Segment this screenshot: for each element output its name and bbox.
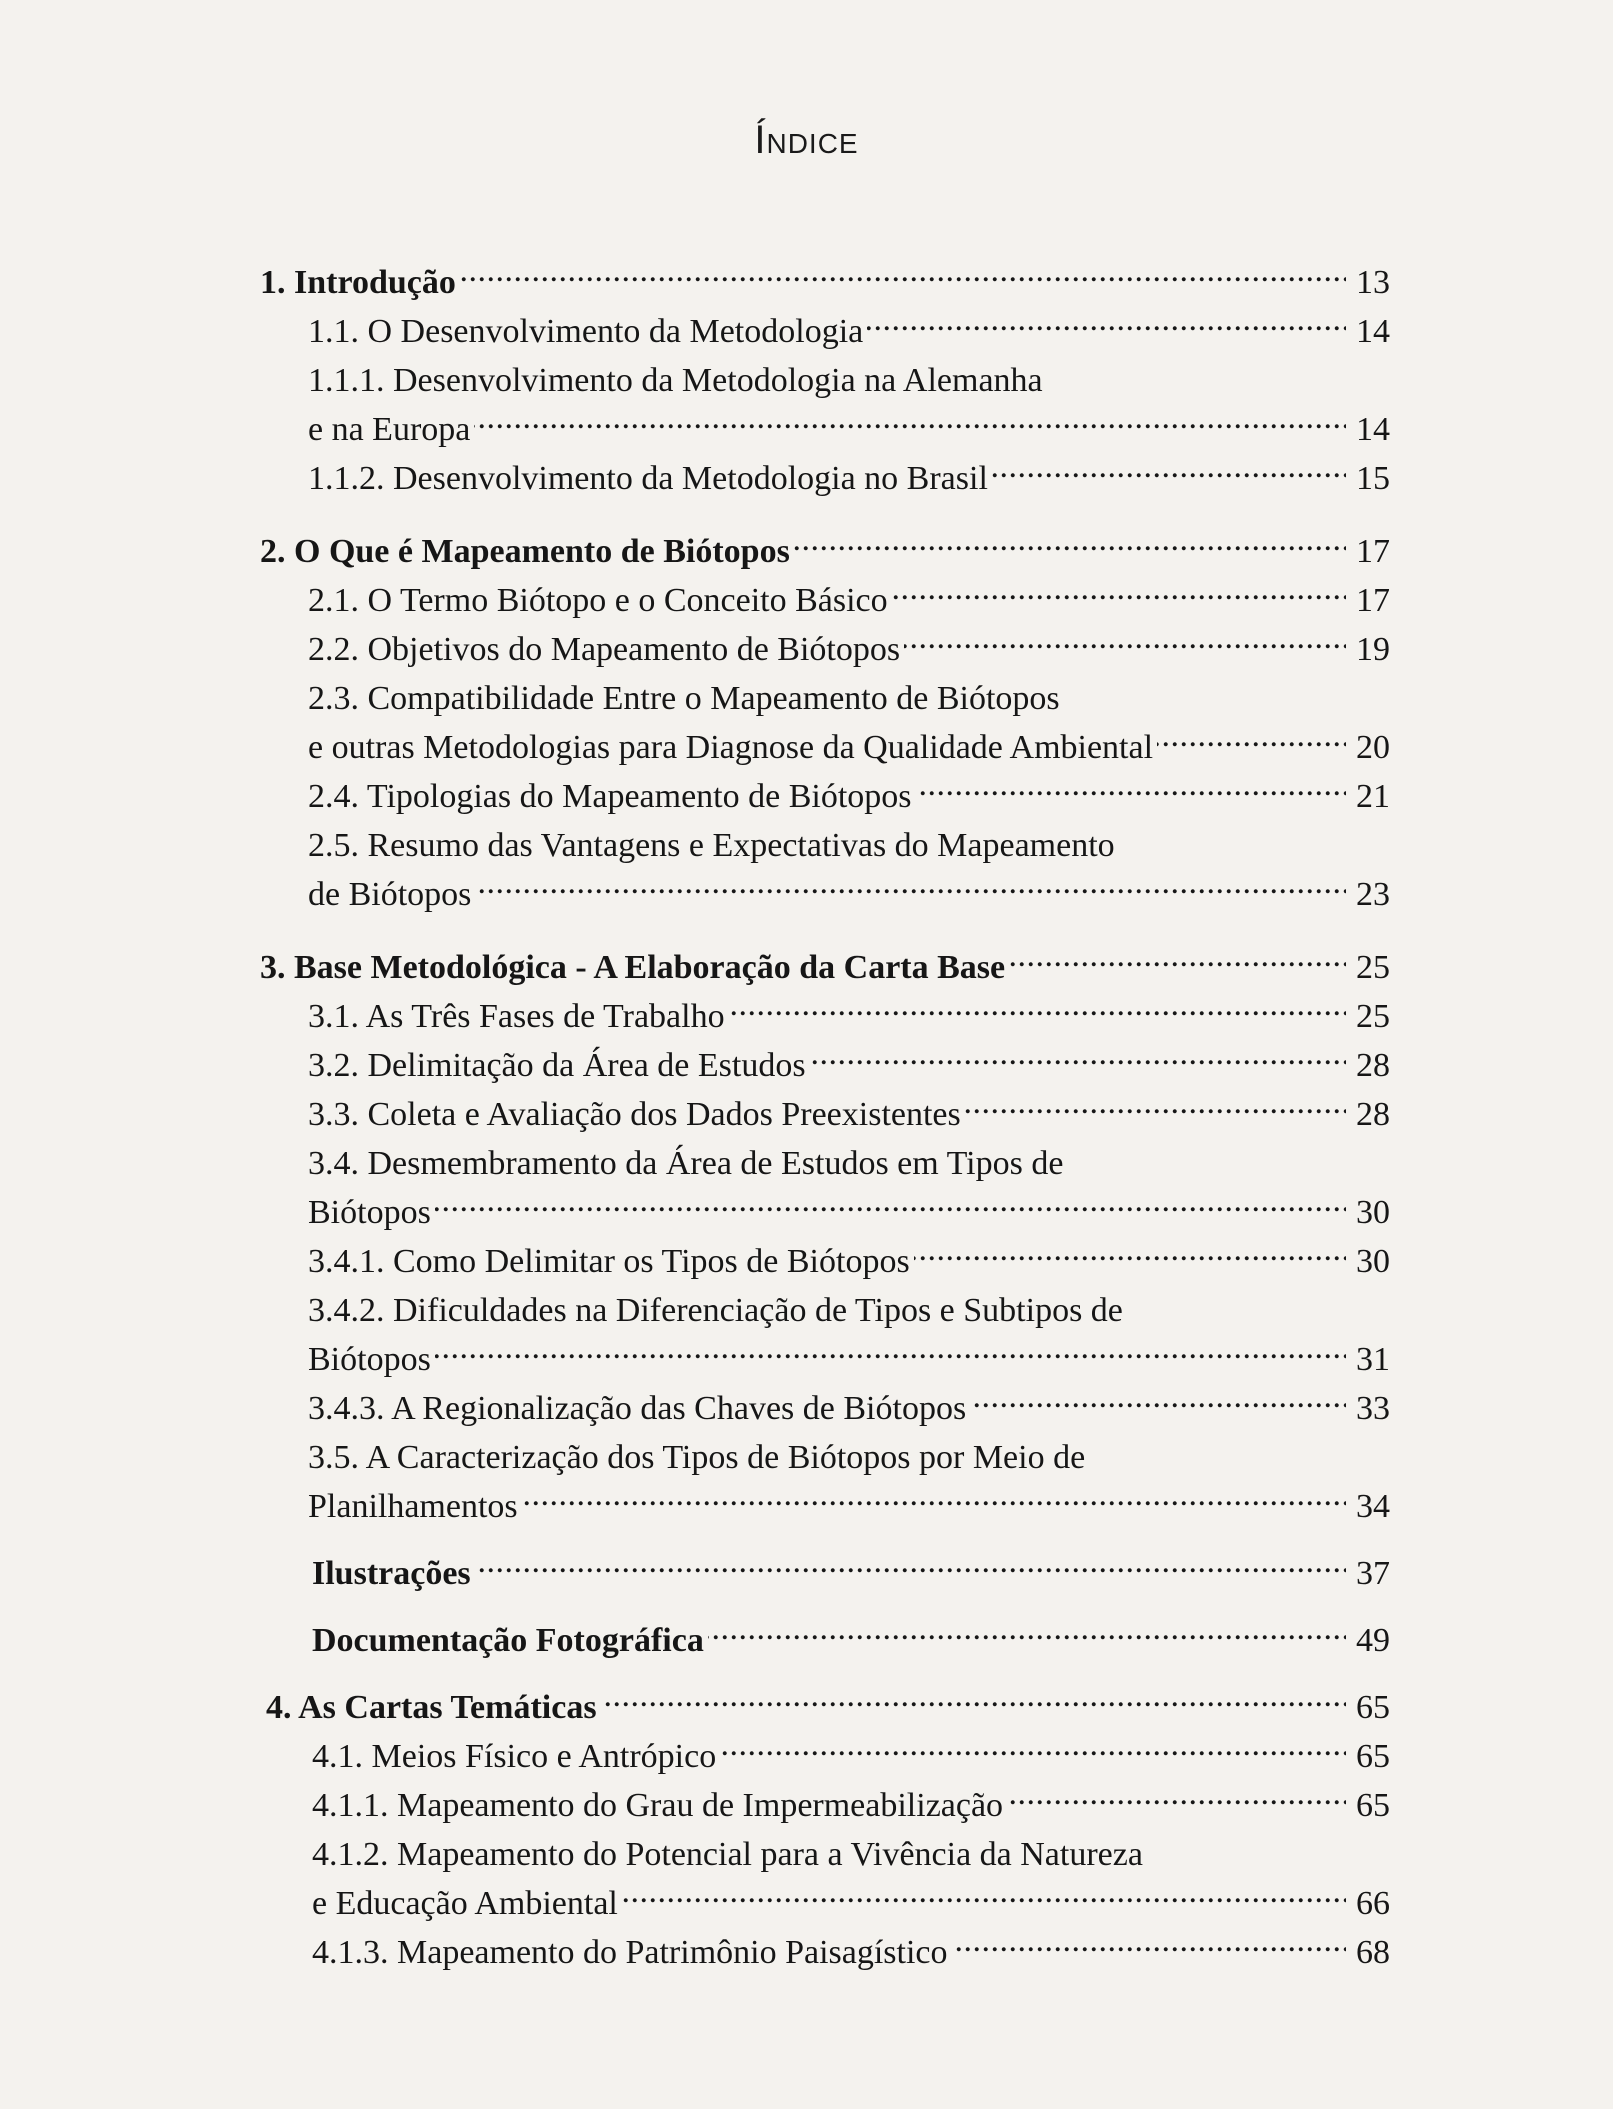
toc-entry-page: 20 [1356,729,1390,766]
toc-entry-page: 25 [1356,949,1390,986]
page-title: Índice [754,118,859,162]
toc-entry-continuation: Biótopos [308,1341,431,1378]
toc-entry [260,1041,1390,1090]
toc-entry-title: 2.1. O Termo Biótopo e o Conceito Básico [308,582,888,619]
toc-entry [260,674,1390,772]
dot-leader [622,1880,1346,1914]
dot-leader [794,528,1346,562]
toc-entry [260,356,1390,454]
toc-entry-title: 4.1.3. Mapeamento do Patrimônio Paisagístico [312,1934,948,1971]
toc-entry-page: 14 [1356,411,1390,448]
toc-entry-page: 30 [1356,1243,1390,1280]
toc-entry-title: 2. O Que é Mapeamento de Biótopos [260,533,790,570]
toc-entry [260,992,1390,1041]
toc-entry [260,1830,1390,1928]
toc-entry-title: 4.1. Meios Físico e Antrópico [312,1738,717,1775]
toc-entry-title: 3.4.3. A Regionalização das Chaves de Biótopos [308,1390,967,1427]
toc-entry-title: 2.2. Objetivos do Mapeamento de Biótopos [308,631,901,668]
toc-entry [260,1549,1390,1598]
dot-leader [892,577,1346,611]
dot-leader [992,455,1346,489]
toc-entry-title: 4. As Cartas Temáticas [266,1689,597,1726]
toc-entry-page: 68 [1356,1934,1390,1971]
toc-entry-title: Ilustrações [312,1555,471,1592]
toc-entry-page: 19 [1356,631,1390,668]
toc-entry-title: Documentação Fotográfica [312,1622,704,1659]
dot-leader [720,1733,1346,1767]
dot-leader [904,626,1346,660]
toc-entry [260,1683,1390,1732]
toc-entry [260,1384,1390,1433]
toc-entry [260,454,1390,503]
dot-leader [952,1929,1346,1963]
toc-entry-title: 1. Introdução [260,264,456,301]
toc-entry-page: 33 [1356,1390,1390,1427]
toc-entry [260,527,1390,576]
dot-leader [460,259,1346,293]
toc-entry-page: 17 [1356,582,1390,619]
toc-entry [260,258,1390,307]
toc-entry-title: 3.5. A Caracterização dos Tipos de Biótopos por Meio de [308,1439,1086,1476]
toc-entry-continuation: Planilhamentos [308,1488,518,1525]
toc-entry [260,307,1390,356]
dot-leader [474,406,1346,440]
toc-entry-page: 37 [1356,1555,1390,1592]
toc-entry [260,1616,1390,1665]
toc-entry-continuation: e Educação Ambiental [312,1885,618,1922]
toc-entry-page: 15 [1356,460,1390,497]
toc-entry-title: 4.1.2. Mapeamento do Potencial para a Vivência da Natureza [312,1836,1143,1873]
toc-entry-page: 65 [1356,1787,1390,1824]
dot-leader [914,1238,1346,1272]
toc-entry-title: 3.4. Desmembramento da Área de Estudos em Tipos de [308,1145,1064,1182]
toc-entry [260,1928,1390,1977]
dot-leader [475,1550,1346,1584]
toc-entry [260,943,1390,992]
toc-entry-page: 65 [1356,1738,1390,1775]
toc-entry-page: 49 [1356,1622,1390,1659]
toc-entry-title: 2.5. Resumo das Vantagens e Expectativas do Mapeamento [308,827,1115,864]
toc-entry-title: 3.3. Coleta e Avaliação dos Dados Preexistentes [308,1096,961,1133]
table-of-contents [260,258,1390,1977]
dot-leader [1157,724,1346,758]
dot-leader [522,1483,1346,1517]
toc-entry-title: 1.1.2. Desenvolvimento da Metodologia no Brasil [308,460,988,497]
toc-entry-page: 14 [1356,313,1390,350]
dot-leader [475,871,1346,905]
toc-entry [260,1286,1390,1384]
toc-entry [260,1139,1390,1237]
toc-entry-title: 1.1.1. Desenvolvimento da Metodologia na Alemanha [308,362,1043,399]
toc-entry-page: 30 [1356,1194,1390,1231]
toc-entry-title: 2.4. Tipologias do Mapeamento de Biótopos [308,778,912,815]
toc-entry-title: 3.4.1. Como Delimitar os Tipos de Biótopos [308,1243,910,1280]
dot-leader [916,773,1347,807]
toc-entry-title: 3.4.2. Dificuldades na Diferenciação de Tipos e Subtipos de [308,1292,1123,1329]
toc-entry-page: 28 [1356,1047,1390,1084]
dot-leader [965,1091,1346,1125]
toc-entry [260,1237,1390,1286]
toc-entry-page: 66 [1356,1885,1390,1922]
toc-entry [260,821,1390,919]
toc-entry-title: 3. Base Metodológica - A Elaboração da Carta Base [260,949,1006,986]
toc-entry-title: 4.1.1. Mapeamento do Grau de Impermeabilização [312,1787,1004,1824]
dot-leader [601,1684,1346,1718]
toc-entry-page: 34 [1356,1488,1390,1525]
dot-leader [810,1042,1346,1076]
toc-entry-title: 3.1. As Três Fases de Trabalho [308,998,725,1035]
dot-leader [435,1189,1346,1223]
toc-entry-title: 2.3. Compatibilidade Entre o Mapeamento de Biótopos [308,680,1060,717]
toc-entry-title: 3.2. Delimitação da Área de Estudos [308,1047,806,1084]
toc-entry-page: 65 [1356,1689,1390,1726]
toc-entry-page: 25 [1356,998,1390,1035]
toc-entry-page: 21 [1356,778,1390,815]
toc-entry-page: 31 [1356,1341,1390,1378]
dot-leader [729,993,1346,1027]
toc-entry [260,625,1390,674]
dot-leader [435,1336,1346,1370]
toc-entry-continuation: e outras Metodologias para Diagnose da Qualidade Ambiental [308,729,1154,766]
dot-leader [1007,1782,1346,1816]
toc-entry-page: 28 [1356,1096,1390,1133]
dot-leader [1009,944,1346,978]
toc-entry-page: 13 [1356,264,1390,301]
dot-leader [708,1617,1346,1651]
toc-entry [260,1732,1390,1781]
toc-entry [260,1090,1390,1139]
toc-entry [260,772,1390,821]
toc-entry-title: 1.1. O Desenvolvimento da Metodologia [308,313,864,350]
dot-leader [867,308,1346,342]
toc-entry [260,576,1390,625]
toc-entry [260,1433,1390,1531]
toc-entry-page: 17 [1356,533,1390,570]
dot-leader [970,1385,1346,1419]
toc-entry-continuation: de Biótopos [308,876,472,913]
toc-entry-page: 23 [1356,876,1390,913]
toc-entry-continuation: Biótopos [308,1194,431,1231]
toc-entry [260,1781,1390,1830]
toc-entry-continuation: e na Europa [308,411,471,448]
